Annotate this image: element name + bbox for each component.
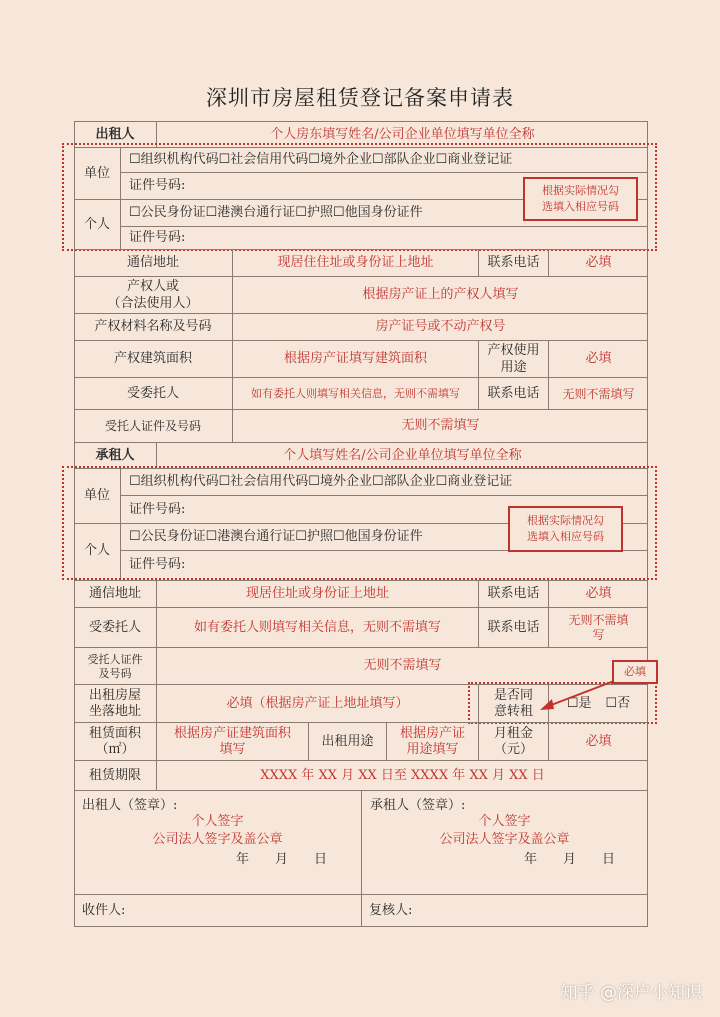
lessor-address-row <box>74 249 648 277</box>
lessor-agent-label: 受委托人 <box>126 385 179 401</box>
house-use-label: 出租用途 <box>308 723 386 761</box>
lessee-agent-id-label: 受托人证件 及号码 <box>87 652 143 680</box>
lessor-agent-phone-label: 联系电话 <box>478 378 548 410</box>
lessor-area-row <box>74 340 648 378</box>
lessee-phone-label: 联系电话 <box>478 581 548 608</box>
house-period-label: 租赁期限 <box>88 767 141 783</box>
lessor-property-doc-hint[interactable]: 房产证号或不动产权号 <box>232 314 648 341</box>
lessor-sign-line2[interactable]: 公司法人签字及盖公章 <box>152 832 283 847</box>
arrow-icon <box>530 675 620 715</box>
lessor-agent-id-label: 受托人证件及号码 <box>104 419 201 433</box>
lessor-unit-options[interactable]: ☐组织机构代码☐社会信用代码☐境外企业☐部队企业☐商业登记证 <box>120 148 648 172</box>
lessor-sign-label: 出租人（签章）: <box>82 798 178 813</box>
house-period-row <box>74 760 648 791</box>
lessee-address-row <box>74 580 648 608</box>
lessee-address-hint[interactable]: 现居住址或身份证上地址 <box>156 581 478 608</box>
receiver-label[interactable]: 收件人: <box>82 902 126 918</box>
lessor-agent-phone-hint[interactable]: 无则不需填写 <box>548 378 648 410</box>
lessee-agent-row <box>74 607 648 648</box>
lessor-use-label: 产权使用 用途 <box>478 341 548 378</box>
house-area-hint[interactable]: 根据房产证建筑面积 填写 <box>156 723 308 761</box>
lessee-sign-label: 承租人（签章）: <box>370 798 466 813</box>
lessor-address-label: 通信地址 <box>126 255 179 271</box>
lessee-sign-date[interactable]: 年 月 日 <box>524 852 616 867</box>
house-period-value[interactable]: XXXX 年 XX 月 XX 日至 XXXX 年 XX 月 XX 日 <box>156 761 648 791</box>
lessor-agent-hint[interactable]: 如有委托人则填写相关信息，无则不需填写 <box>232 378 478 410</box>
sublet-yes-checkbox[interactable]: ☐是 <box>566 695 592 711</box>
lessor-agent-id-hint[interactable]: 无则不需填写 <box>232 410 648 443</box>
reviewer-label[interactable]: 复核人: <box>369 902 413 918</box>
page-title: 深圳市房屋租赁登记备案申请表 <box>206 86 514 110</box>
lessor-use-hint[interactable]: 必填 <box>548 341 648 378</box>
sublet-no-checkbox[interactable]: ☐否 <box>605 695 631 711</box>
lessor-sign-date[interactable]: 年 月 日 <box>236 852 328 867</box>
lessor-property-doc-row <box>74 313 648 341</box>
lessor-unit-id-label[interactable]: 证件号码: <box>120 172 648 200</box>
lessor-phone-label: 联系电话 <box>478 250 548 277</box>
lessee-agent-id-hint[interactable]: 无则不需填写 <box>156 648 648 685</box>
house-use-hint[interactable]: 根据房产证 用途填写 <box>386 723 478 761</box>
lessor-area-label: 产权建筑面积 <box>113 351 192 367</box>
lessee-sign-line1[interactable]: 个人签字 <box>478 814 531 829</box>
lessor-property-doc-label: 产权材料名称及号码 <box>94 319 212 335</box>
house-area-row <box>74 722 648 761</box>
lessee-header-label: 承租人 <box>95 447 135 463</box>
lessee-id-callout: 根据实际情况勾 选填入相应号码 <box>508 506 623 552</box>
must-fill-callout: 必填 <box>612 660 658 684</box>
lessor-owner-row <box>74 276 648 314</box>
lessee-unit-id-label[interactable]: 证件号码: <box>120 495 648 524</box>
watermark: 知乎 @深户小知识 <box>560 983 702 1003</box>
lessee-sign-line2[interactable]: 公司法人签字及盖公章 <box>439 832 570 847</box>
lessee-person-label: 个人 <box>83 543 110 559</box>
lessee-unit-label: 单位 <box>83 488 110 504</box>
lessor-agent-row <box>74 377 648 410</box>
house-rent-hint[interactable]: 必填 <box>548 723 648 761</box>
lessor-phone-hint[interactable]: 必填 <box>548 250 648 277</box>
lessee-agent-label: 受委托人 <box>88 619 141 635</box>
lessee-unit-options[interactable]: ☐组织机构代码☐社会信用代码☐境外企业☐部队企业☐商业登记证 <box>120 469 648 495</box>
lessee-header-hint[interactable]: 个人填写姓名/公司企业单位填写单位全称 <box>156 443 648 469</box>
lessor-person-options[interactable]: ☐公民身份证☐港澳台通行证☐护照☐他国身份证件 <box>120 200 648 226</box>
house-location-hint[interactable]: 必填（根据房产证上地址填写） <box>156 685 478 723</box>
lessee-address-label: 通信地址 <box>88 586 141 602</box>
house-sublet-label: 是否同 意转租 <box>478 685 548 723</box>
lessor-header-hint[interactable]: 个人房东填写姓名/公司企业单位填写单位全称 <box>156 122 648 148</box>
lessee-phone-hint[interactable]: 必填 <box>548 581 648 608</box>
lessor-header-label: 出租人 <box>95 126 135 142</box>
lessee-person-options[interactable]: ☐公民身份证☐港澳台通行证☐护照☐他国身份证件 <box>120 524 648 550</box>
lessee-agent-phone-label: 联系电话 <box>478 608 548 648</box>
lessor-owner-hint[interactable]: 根据房产证上的产权人填写 <box>232 277 648 314</box>
lessee-person-id-label[interactable]: 证件号码: <box>120 550 648 579</box>
lessee-header-row <box>74 442 648 469</box>
lessor-person-id-label[interactable]: 证件号码: <box>120 226 648 250</box>
lessor-agent-id-row <box>74 409 648 443</box>
lessor-id-callout: 根据实际情况勾 选填入相应号码 <box>523 177 638 221</box>
footer-row <box>74 894 648 927</box>
lessee-agent-phone-hint[interactable]: 无则不需填 写 <box>548 608 648 648</box>
house-location-label: 出租房屋 坐落地址 <box>88 687 141 719</box>
lessor-address-hint[interactable]: 现居住住址或身份证上地址 <box>232 250 478 277</box>
lessor-owner-label: 产权人或 （合法使用人） <box>107 279 199 311</box>
lessor-sign-line1[interactable]: 个人签字 <box>191 814 244 829</box>
house-area-label: 租赁面积 （㎡） <box>88 725 141 757</box>
lessor-person-label: 个人 <box>83 216 110 232</box>
house-rent-label: 月租金 （元） <box>478 723 548 761</box>
lessee-agent-hint[interactable]: 如有委托人则填写相关信息，无则不需填写 <box>156 608 478 648</box>
lessor-area-hint[interactable]: 根据房产证填写建筑面积 <box>232 341 478 378</box>
lessor-unit-label: 单位 <box>83 165 110 181</box>
